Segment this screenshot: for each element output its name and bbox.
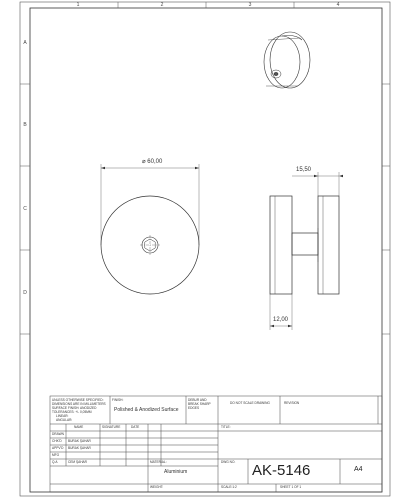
- title-block-grid: [50, 396, 382, 492]
- role-label: MFG: [52, 453, 60, 457]
- depth-dimension: 12,00: [273, 317, 289, 323]
- front-view: [101, 164, 199, 294]
- finish-label: FINISH:: [112, 398, 124, 402]
- diameter-dimension: ⌀ 60,00: [142, 159, 163, 165]
- side-view: [270, 172, 343, 330]
- material-label: MATERIAL:: [150, 460, 167, 464]
- note-line: DIMENSIONS ARE IN MILLIMETERS: [52, 402, 106, 406]
- role-name: BURAK ŞAHAR: [68, 446, 91, 450]
- diameter-icon: ⌀: [142, 159, 146, 165]
- sheet-label: SHEET 1 OF 1: [280, 485, 302, 489]
- note-line: SURFACE FINISH: ANODIZED: [52, 406, 97, 410]
- note-line: UNLESS OTHERWISE SPECIFIED:: [52, 398, 104, 402]
- isometric-view: [264, 32, 310, 88]
- role-label: DRAWN: [52, 432, 64, 436]
- sheet-size: A4: [354, 466, 363, 473]
- column-label-2: 2: [160, 2, 164, 8]
- header-signature: SIGNATURE: [102, 425, 121, 429]
- column-label-4: 4: [336, 2, 340, 8]
- scale-note: DO NOT SCALE DRAWING: [230, 401, 270, 405]
- header-date: DATE: [131, 425, 140, 429]
- role-label: CHK'D: [52, 439, 62, 443]
- row-label-a: A: [23, 40, 27, 46]
- column-label-3: 3: [248, 2, 252, 8]
- material-value: Aluminium: [164, 469, 188, 475]
- revision-label: REVISION: [284, 401, 300, 405]
- scale-label: SCALE:1:2: [221, 485, 237, 489]
- row-label-b: B: [23, 122, 27, 128]
- dwg-label: DWG NO.: [221, 460, 236, 464]
- finish-value: Polished & Anodized Surface: [114, 407, 179, 413]
- role-name: CEM ŞAHAR: [68, 460, 87, 464]
- role-name: BURAK ŞAHAR: [68, 439, 91, 443]
- inner-frame: [30, 8, 382, 492]
- column-label-1: 1: [76, 2, 80, 8]
- role-label: APPV'D: [52, 446, 64, 450]
- deburr-note: DEBUR AND BREAK SHARP EDGES: [188, 398, 211, 410]
- title-label: TITLE:: [221, 425, 231, 429]
- note-line: TOLERANCES: +/- 0,05MM: [52, 410, 92, 414]
- length-dimension: 15,50: [296, 167, 312, 173]
- row-label-c: C: [23, 206, 27, 212]
- note-line: LINEAR:: [56, 414, 69, 418]
- note-line: ANGULAR:: [56, 418, 73, 422]
- weight-label: WEIGHT:: [150, 485, 164, 489]
- drawing-number: AK-5146: [252, 462, 311, 479]
- header-name: NAME: [74, 425, 84, 429]
- role-label: Q.A: [52, 460, 58, 464]
- outer-frame: [20, 2, 390, 496]
- row-label-d: D: [23, 290, 27, 296]
